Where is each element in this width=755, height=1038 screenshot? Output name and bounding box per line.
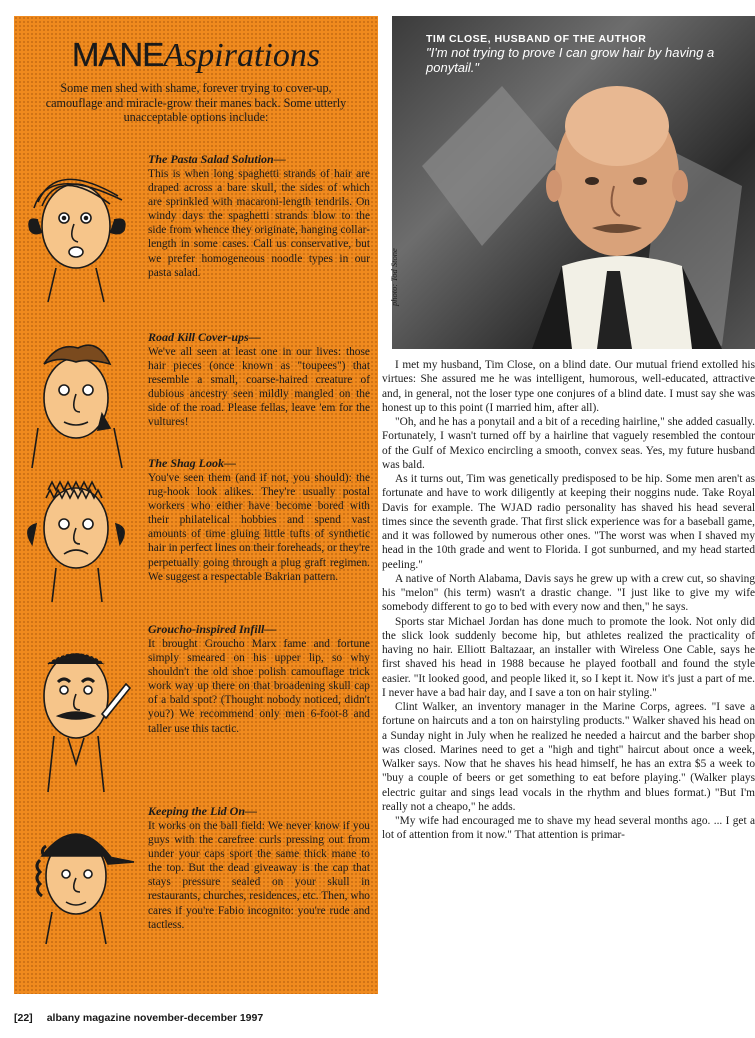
option-pasta-salad	[148, 152, 370, 280]
option-body: It brought Groucho Marx fame and fortune simply smeared on his upper lip, so why shouldn't the old shoe polish camouflage trick work way up there on that broadening skull cap of a bald spot? (Thought nobody noticed, didn't you?) We recommend only men 6-foot-8 and taller use this tactic.	[148, 638, 370, 735]
cartoon-cap-man	[18, 806, 142, 946]
article-body	[382, 358, 755, 843]
article-paragraph: A native of North Alabama, Davis says he grew up with a crew cut, so shaving his "melon" (his term) wasn't a drastic change. "I just like to give my wife somebody different to go to bed with every now and then," he says.	[382, 572, 755, 614]
sidebar-title	[28, 38, 364, 73]
option-body: It works on the ball field: We never know if you guys with the carefree curls pressing out from under your caps sport the same thick mane to the top. But the dead giveaway is the cap that stays pressure sealed on your skull in restaurants, churches, residences, etc. Then, who cares if you're Fabio incognito: you're rude and tactless.	[148, 820, 370, 931]
option-body: We've all seen at least one in our lives: those hair pieces (once known as "toupees") that resemble a small, coarse-haired creature of dubious ancestry seen mildly mangled on the side of the road. Please fellas, leave 'em for the vultures!	[148, 346, 370, 429]
photo-credit: photo: Tod Stone	[389, 248, 399, 306]
cartoon-pasta-salad-man	[18, 156, 142, 306]
option-heading: Road Kill Cover-ups—	[148, 330, 261, 344]
cartoon-groucho-man	[18, 624, 142, 794]
option-heading: The Pasta Salad Solution—	[148, 152, 286, 166]
caption-quote: "I'm not trying to prove I can grow hair by having a ponytail."	[426, 45, 715, 75]
sidebar-intro: Some men shed with shame, forever trying to cover-up, camouflage and miracle-grow their manes back. Some utterly unacceptable options include:	[45, 81, 347, 125]
article-paragraph: As it turns out, Tim was genetically predisposed to be hip. Some men aren't as fortunate and have to work diligently at keeping their noggins nude. Take Royal Davis for example. The WJAD radio personality has shaved his head several times since the seventh grade. That first slick experience was for a baseball game, and it was followed by numerous other ones. "The worst was when I shaved my head in the 10th grade and went to Florida. I got sunburned, and my head started peeling."	[382, 473, 755, 571]
article-paragraph: "Oh, and he has a ponytail and a bit of a receding hairline," she added casually. Fortunately, I wasn't turned off by a hairline that vaguely resembled the contour of the Gulf of Mexico encircling a smooth, convex seas. Yes, my future husband was bald.	[382, 416, 755, 471]
option-body: You've seen them (and if not, you should): the rug-hook look alikes. They're usually postal workers who either have become bored with their philatelical hobbies and spend vast amounts of time gluing little tufts of synthetic hair in perfect lines on their foreheads, or they're perpetually going through a plug graft regimen. We suggest a respectable Bakrian pattern.	[148, 472, 370, 583]
option-shag-look	[148, 456, 370, 584]
caption-name: TIM CLOSE, HUSBAND OF THE AUTHOR	[426, 33, 647, 45]
option-heading: The Shag Look—	[148, 456, 237, 470]
article-paragraph: Clint Walker, an inventory manager in the Marine Corps, agrees. "I save a fortune on haircuts and a ton on hairstyling products." Walker shaved his head on a Sunday night in July when he realized he needed a haircut and the barber shop was closed. Marines need to get a "high and tight" haircut about once a week, Walker says. Now that he shaves his head himself, he has an extra $5 a week to "buy a couple of beers or get something to eat before playing." (Walker plays electric guitar and sings lead vocals in the rhythm and blues format.) "But I'm really not a cheapo," he adds.	[382, 701, 755, 813]
publication-line: albany magazine november-december 1997	[46, 1012, 264, 1024]
author-husband-photo	[389, 16, 755, 349]
article-paragraph: I met my husband, Tim Close, on a blind date. Our mutual friend extolled his virtues: She assured me he was intelligent, humorous, well-educated, attractive and, in general, not the loser type one conjures of a blind date. I must say she was honest up to this point (I married him, after all).	[382, 359, 755, 414]
title-aspirations: Aspirations	[163, 37, 321, 74]
article-paragraph: Sports star Michael Jordan has done much to promote the look. Not only did the slick look suddenly become hip, but athletes realized the practicality of having no hair. Elliott Baltazaar, an installer with Wireless One Cable, says he first shaved his head in 1988 because he played football and found the style easier. "It looked good, and people liked it, so I kept it. Now it's just a part of me. I never have a bad hair day, and I save a ton on hair styling."	[382, 615, 755, 699]
sidebar-box	[14, 16, 378, 994]
cartoon-toupee-man	[18, 328, 142, 468]
page-footer	[14, 1012, 277, 1024]
cartoon-shag-man	[18, 454, 142, 604]
option-heading: Keeping the Lid On—	[148, 804, 258, 818]
title-mane: MANE	[71, 36, 164, 73]
option-lid-on	[148, 804, 370, 932]
option-groucho-infill	[148, 622, 370, 736]
page-number: [22]	[14, 1012, 33, 1024]
option-heading: Groucho-inspired Infill—	[148, 622, 277, 636]
article-paragraph: "My wife had encouraged me to shave my head several months ago. ... I get a lot of attention from it now." That attention is primar-	[382, 815, 755, 842]
option-body: This is when long spaghetti strands of hair are draped across a bare skull, the sides of which are sprinkled with macaroni-length tendrils. On windy days the spaghetti strands blow to the side from whence they originate, hanging collar-length in some cases. Call us conservative, but we prefer homogeneous noodle types in our pasta salad.	[148, 168, 370, 279]
photo-caption	[426, 33, 746, 75]
option-road-kill	[148, 330, 370, 430]
